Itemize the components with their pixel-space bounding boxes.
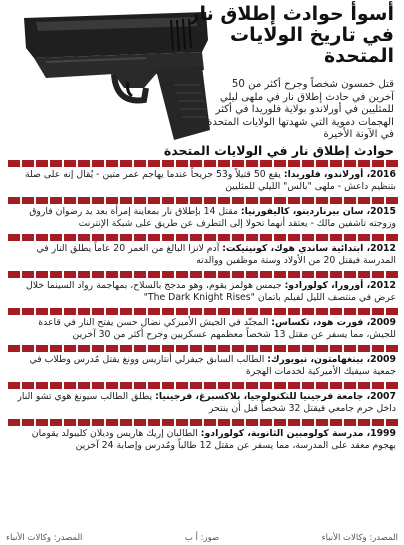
entry-body: الطالبان إريك هاريس وديلان كليبولد يقومان بهجوم معقد على المدرسة، مما يسفر عن مقتل 12 طالباً ومُدرس وإصابة 24 آخرين xyxy=(31,428,396,451)
entry-body: الطالب السابق جيفرلي أنتاريس وونغ يقتل مُدرس وطلاب في جمعية سيفيك الأميركية لخدمات الهجرة xyxy=(29,354,396,377)
timeline-entry xyxy=(6,197,398,234)
accent-bar xyxy=(6,308,398,315)
timeline-entry xyxy=(6,419,398,456)
header xyxy=(154,4,394,142)
agency-credit: المصدر: وكالات الأنباء xyxy=(6,533,83,543)
timeline-entry xyxy=(6,160,398,197)
entry-heading: 2012، أورورا، كولورادو: xyxy=(284,280,396,291)
section-title: حوادث إطلاق نار في الولايات المتحدة xyxy=(163,143,394,158)
entry-heading: 2007، جامعة فرجينيا للتكنولوجيا، بلاكسبرغ، فرجينيا: xyxy=(155,391,396,402)
timeline xyxy=(6,160,398,527)
timeline-entry xyxy=(6,382,398,419)
entry-body: المجنّد في الجيش الأميركي نضال حسن يفتح النار في قاعدة للجيش، مما يسفر عن مقتل 13 شخصاً معظمهم عسكريين وجرح أكثر من 30 آخرين xyxy=(38,317,396,340)
photo-credit: صور: أ ب xyxy=(184,533,220,543)
source-note: المصدر: وكالات الأنباء xyxy=(321,533,398,543)
entry-heading: 2012، ابتدائية ساندي هوك، كونيتيكت: xyxy=(222,243,396,254)
entry-heading: 2015، سان بيرناردينو، كاليفورنيا: xyxy=(240,206,396,217)
timeline-entry xyxy=(6,308,398,345)
timeline-entry xyxy=(6,271,398,308)
accent-bar xyxy=(6,160,398,167)
footer xyxy=(6,533,398,543)
accent-bar xyxy=(6,345,398,352)
entry-heading: 2009، فورت هود، تكساس: xyxy=(271,317,396,328)
entry-body: يقع 50 قتيلاً و53 جريحاً عندما يهاجم عمر متين - يُقال إنه على صلة بتنظيم داعش - ملهى "بالس" الليلي للمثليين xyxy=(25,169,396,192)
entry-body: مقتل 14 بإطلاق نار بمعاينة إمرأة بعد يد رضوان فاروق وزوجته تاشفين مالك - يعتقد أنهما تحولا إلى التطرف عن طريق على شبكة الإنترنت xyxy=(29,206,396,229)
page-title: أسوأ حوادث إطلاق نار في تاريخ الولايات المتحدة xyxy=(188,3,394,67)
entry-heading: 2009، بينغهامتون، نيويورك: xyxy=(267,354,396,365)
entry-body: جيمس هولمز يقوم، وهو مدجج بالسلاح، بمهاجمة رواد السينما خلال عرض في منتصف الليل لفيلم باتمان "The Dark Knight Rises" xyxy=(25,280,396,303)
entry-body: آدم لانزا البالغ من العمر 20 عاماً يطلق النار في المدرسة فيقتل 20 من الأولاد وستة موظفين ووالدته xyxy=(36,243,396,266)
timeline-entry xyxy=(6,234,398,271)
accent-bar xyxy=(6,419,398,426)
entry-heading: 2016، أورلاندو، فلوريدا: xyxy=(283,169,396,180)
entry-body: يطلق الطالب سيونغ هوي تشو النار داخل حرم جامعي فيقتل 32 شخصاً قبل أن ينتحر xyxy=(17,391,396,414)
accent-bar xyxy=(6,234,398,241)
page-subtitle: قتل خمسون شخصاً وجرح أكثر من 50 آخرين في حادث إطلاق نار في ملهى ليلي للمثليين في أورلاندو بولاية فلوريدا في أكثر الهجمات دموية التي شهدتها الولايات المتحدة في الآونة الأخيرة xyxy=(207,79,394,141)
accent-bar xyxy=(6,197,398,204)
accent-bar xyxy=(6,382,398,389)
accent-bar xyxy=(6,271,398,278)
timeline-entry xyxy=(6,345,398,382)
entry-heading: 1999، مدرسة كولومبين الثانوية، كولورادو: xyxy=(200,428,396,439)
